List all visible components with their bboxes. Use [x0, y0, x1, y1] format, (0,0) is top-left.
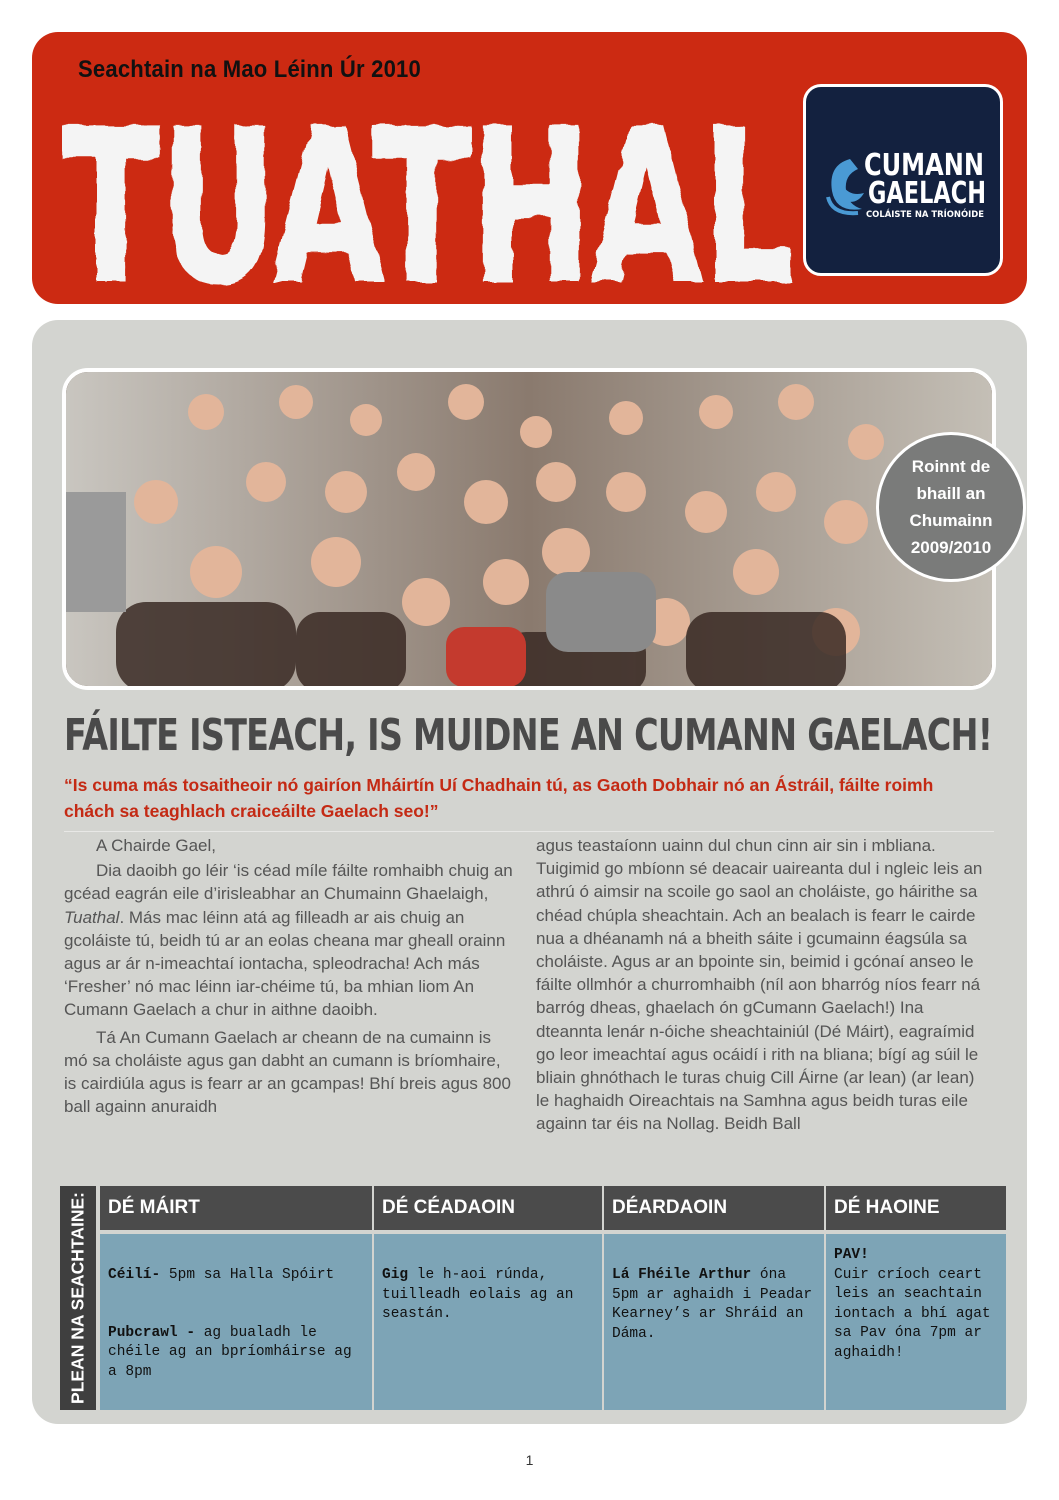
masthead-text: TUATHAL — [62, 102, 794, 292]
logo-line2: GAELACH — [868, 176, 986, 211]
quote-line2: chách sa teaghlach craiceáilte Gaelach seo!” — [64, 801, 439, 821]
badge-line2: bhaill an — [916, 484, 986, 503]
event-pubcrawl: Pubcrawl - ag bualadh le chéile ag an bpríomháirse ag a 8pm — [108, 1324, 352, 1380]
logo-line3: COLÁISTE NA TRÍONÓIDE — [866, 210, 993, 220]
issue-kicker: Seachtain na Mao Léinn Úr 2010 — [78, 56, 421, 83]
photo-caption-badge — [876, 432, 1026, 582]
day-cell-friday — [826, 1234, 1006, 1410]
article-column-left — [64, 834, 516, 1118]
day-header-thursday: DÉARDAOIN — [604, 1186, 824, 1230]
divider — [64, 831, 994, 832]
pull-quote — [64, 772, 994, 824]
paragraph-1: Dia daoibh go léir ‘is céad míle fáilte romhaibh chuig an gcéad eagrán eile d’irisleabhar an Chumainn Ghaelaigh, Tuathal. Más mac léinn atá ag filleadh ar ais chuig an gcoláiste tú, beidh tú ar an eolas cheana mar gheall orainn agus ar ár n-imeachtaí iontacha, spleodracha! Ach más ‘Fresher’ nó mac léinn iar-chéime tú, ba mhian liom An Cumann Gaelach a chur in aithne daoibh. — [64, 861, 513, 1020]
event-arthur: Lá Fhéile Arthur óna 5pm ar aghaidh i Peadar Kearney’s ar Shráid an Dáma. — [612, 1267, 813, 1342]
masthead-title — [62, 102, 802, 292]
article-column-right — [536, 834, 990, 1136]
event-pav: PAV! Cuir críoch ceart leis an seachtain iontach a bhí agat sa Pav óna 7pm ar aghaidh! — [834, 1247, 991, 1361]
paragraph-2: Tá An Cumann Gaelach ar cheann de na cumainn is mó sa choláiste agus gan dabht an cumann is bríomhaire, is cairdiúla agus is fearr ar an gcampas! Bhí breis agus 800 ball againn anuraidh — [64, 1027, 511, 1117]
quote-line1: “Is cuma más tosaitheoir nó gairíon Mháirtín Uí Chadhain tú, as Gaoth Dobhair nó an Ástráil, fáilte roimh — [64, 775, 934, 795]
day-cell-wednesday — [374, 1234, 602, 1410]
salutation: A Chairde Gael, — [96, 836, 217, 855]
badge-line1: Roinnt de — [911, 457, 991, 476]
day-cell-thursday — [604, 1234, 824, 1410]
badge-line4: 2009/2010 — [910, 538, 992, 557]
magazine-name: Tuathal — [64, 907, 120, 927]
event-gig: Gig le h-aoi rúnda, tuilleadh eolais ag an seastán. — [382, 1267, 574, 1323]
paragraph-3: agus teastaíonn uainn dul chun cinn air sin i mbliana. Tuigimid go mbíonn sé deacair uaireanta dul i ngleic leis an athrú ó aimsir na scoile go saol an choláiste, go háirithe sa chéad chúpla sheachtain. Ach an bealach is fearr le cairde nua a dhéanamh ná a bheith sáite i gcumainn éagsúla sa choláiste. Agus ar an bpointe sin, beimid i gcónaí anseo le fáilte ollmhór a churromhaibh (níl aon bharróg níos fearr ná barróg dheas, ghaelach ón gCumann Gaelach!) Ina dteannta lenár n-óiche sheachtainiúl (Dé Máirt), eagraímid go leor imeachtaí agus ocáidí i rith na bliana; bígí ag súil le bliain ghnóthach le turas chuig Cill Áirne (ar lean) (ar lean) le haghaidh Oireachtais na Samhna agus beidh turas eile againn tar éis na Nollag. Beidh Ball — [536, 836, 983, 1134]
masthead-banner — [32, 32, 1027, 304]
badge-line3: Chumainn — [909, 511, 993, 530]
group-photo — [62, 368, 996, 690]
day-cell-tuesday — [100, 1234, 372, 1410]
page-number: 1 — [525, 1452, 534, 1468]
event-ceili: Céilí- 5pm sa Halla Spóirt — [108, 1267, 335, 1283]
article-headline: FÁILTE ISTEACH, IS MUIDNE AN CUMANN GAELACH! — [64, 710, 993, 761]
day-header-tuesday: DÉ MÁIRT — [100, 1186, 372, 1230]
cumann-gaelach-logo — [803, 84, 1003, 276]
day-header-wednesday: DÉ CÉADAOIN — [374, 1186, 602, 1230]
weekly-plan-label: PLEAN NA SEACHTAINE: — [60, 1186, 96, 1410]
day-header-friday: DÉ HAOINE — [826, 1186, 1006, 1230]
logo-line1: CUMANN — [864, 148, 984, 183]
